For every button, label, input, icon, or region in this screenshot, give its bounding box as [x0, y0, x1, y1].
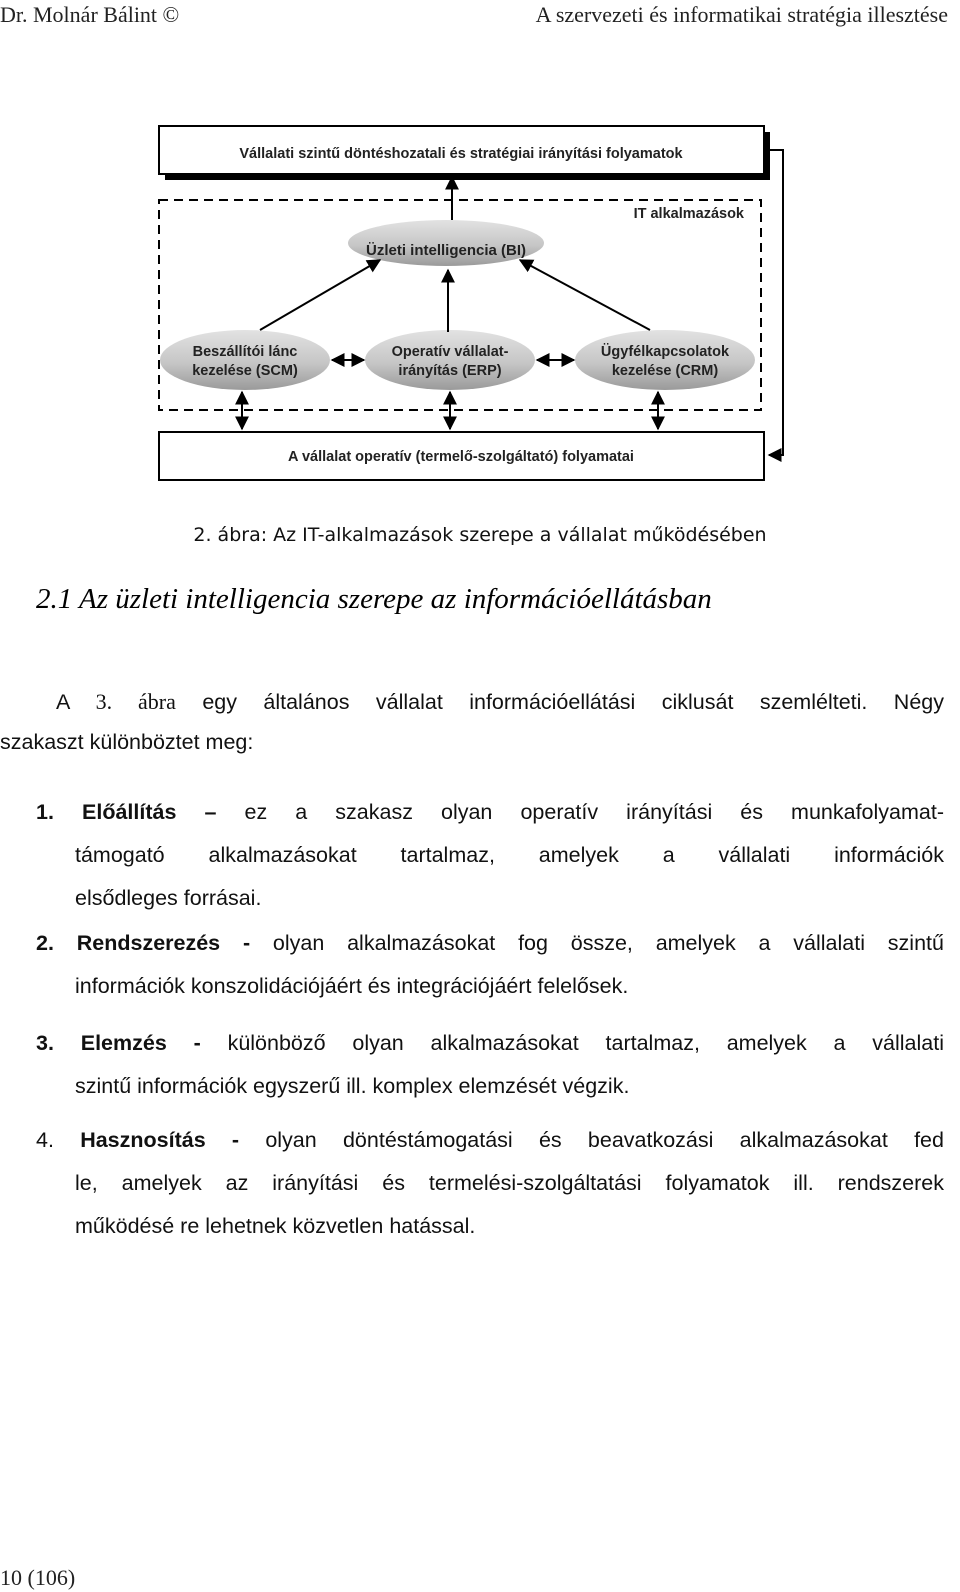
list-item-line: támogató alkalmazásokat tartalmaz, amelyek a vállalati információk	[75, 843, 944, 867]
crm-label-line1: Ügyfélkapcsolatok	[600, 344, 730, 360]
list-item	[36, 1022, 944, 1108]
feedback-loop-arrow	[764, 150, 783, 455]
item-term: Előállítás	[82, 800, 177, 824]
item-text: különböző olyan alkalmazásokat tartalmaz, amelyek a vállalati	[227, 1031, 944, 1055]
erp-ellipse	[365, 330, 535, 390]
item-separator: -	[231, 1128, 240, 1152]
item-text: ez a szakasz olyan operatív irányítási és munkafolyamat-	[244, 800, 944, 824]
crm-to-bi-arrow	[520, 260, 650, 330]
list-item-line: elsődleges forrásai.	[75, 886, 262, 910]
crm-ellipse	[575, 330, 755, 390]
bi-label: Üzleti intelligencia (BI)	[365, 242, 527, 259]
item-number: 4.	[36, 1128, 54, 1152]
item-separator: -	[193, 1031, 201, 1055]
item-text: olyan döntéstámogatási és beavatkozási alkalmazásokat fed	[265, 1128, 944, 1152]
list-item-line: le, amelyek az irányítási és termelési-szolgáltatási folyamatok ill. rendszerek	[75, 1171, 944, 1195]
section-title: 2.1 Az üzleti intelligencia szerepe az információellátásban	[36, 583, 712, 615]
top-box-label: Vállalati szintű döntéshozatali és stratégiai irányítási folyamatok	[239, 146, 683, 162]
list-item	[36, 1119, 944, 1248]
item-number: 3.	[36, 1031, 54, 1055]
scm-label-line2: kezelése (SCM)	[192, 363, 298, 379]
list-item-line: szintű információk egyszerű ill. komplex elemzését végzik.	[75, 1074, 630, 1098]
list-item	[36, 922, 944, 1008]
erp-label-line2: irányítás (ERP)	[398, 363, 502, 379]
header-author: Dr. Molnár Bálint ©	[0, 2, 180, 27]
list-item-line	[36, 791, 944, 834]
item-number: 1.	[36, 800, 54, 824]
scm-to-bi-arrow	[260, 260, 380, 330]
scm-label-line1: Beszállítói lánc	[192, 344, 298, 360]
list-item-line: információk konszolidációjáért és integrációjáért felelősek.	[75, 974, 629, 998]
item-term: Hasznosítás	[80, 1128, 206, 1152]
list-item-line	[36, 922, 944, 965]
item-term: Rendszerezés	[76, 931, 221, 955]
it-applications-diagram	[150, 120, 810, 495]
item-text: olyan alkalmazásokat fog össze, amelyek a vállalati szintű	[272, 931, 944, 955]
figure-caption: 2. ábra: Az IT-alkalmazások szerepe a vállalat működésében	[193, 524, 767, 546]
scm-ellipse	[160, 330, 330, 390]
figure-reference: 3. ábra	[95, 689, 176, 714]
list-item-line	[36, 1022, 944, 1065]
header-title: A szervezeti és informatikai stratégia illesztése	[535, 2, 948, 27]
item-separator: -	[242, 931, 251, 955]
intro-line-1	[0, 682, 944, 722]
intro-line-2: szakaszt különböztet meg:	[0, 730, 254, 754]
bottom-box-label: A vállalat operatív (termelő-szolgáltató) folyamatai	[288, 449, 634, 465]
item-term: Elemzés	[80, 1031, 167, 1055]
list-item	[36, 791, 944, 920]
intro-line1-text: egy általános vállalat információellátási ciklusát szemlélteti. Négy	[202, 690, 944, 714]
page-number: 10 (106)	[0, 1565, 76, 1590]
it-applications-label: IT alkalmazások	[633, 206, 744, 222]
list-item-line	[36, 1119, 944, 1162]
intro-paragraph	[0, 682, 944, 762]
item-separator: –	[204, 800, 217, 824]
list-item-line: működésé re lehetnek közvetlen hatással.	[75, 1214, 476, 1238]
erp-label-line1: Operatív vállalat-	[391, 344, 509, 360]
item-number: 2.	[36, 931, 54, 955]
intro-prefix: A	[56, 690, 70, 714]
crm-label-line2: kezelése (CRM)	[611, 363, 719, 379]
